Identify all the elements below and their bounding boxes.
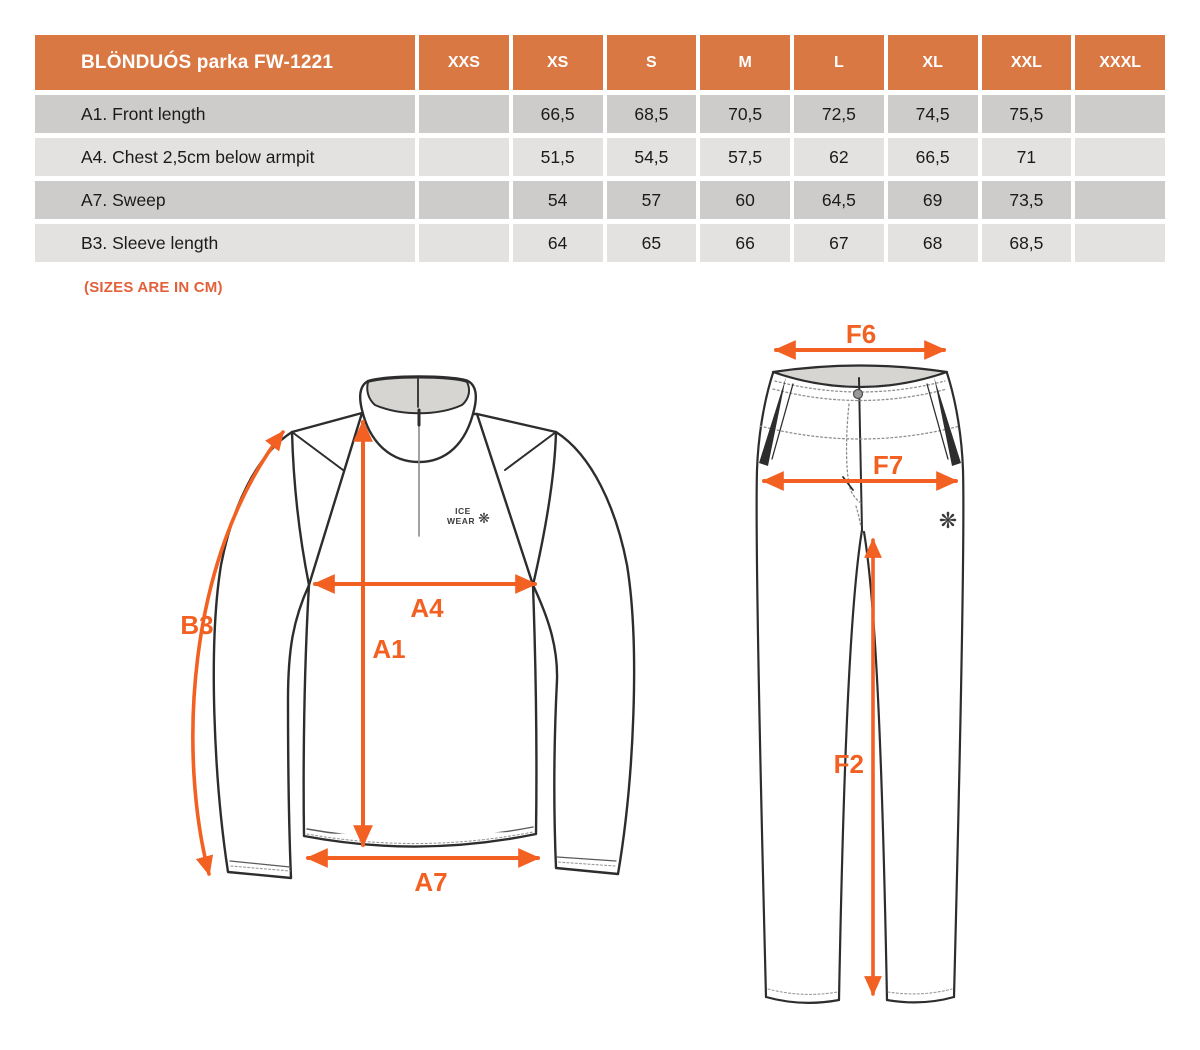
cell-value: 67: [794, 224, 884, 262]
cell-value: 72,5: [794, 95, 884, 133]
pants-button: [854, 390, 863, 399]
pants-fly-stitch-lower: [856, 506, 861, 527]
cell-value: 66: [700, 224, 790, 262]
measurement-diagram: [0, 310, 1200, 1050]
cell-value: 73,5: [982, 181, 1072, 219]
cell-value: 68,5: [607, 95, 697, 133]
f7-label: F7: [872, 450, 904, 480]
cell-value: [419, 95, 509, 133]
cell-value: 51,5: [513, 138, 603, 176]
sizes-note: (SIZES ARE IN CM): [84, 279, 223, 296]
size-col-l: L: [794, 35, 884, 90]
pants-left-hem: [766, 997, 839, 1003]
size-col-xs: XS: [513, 35, 603, 90]
pants-right-hem: [887, 997, 954, 1002]
row-label-sweep: A7. Sweep: [35, 181, 415, 219]
cell-value: [1075, 95, 1165, 133]
jacket-right-sleeve: [533, 432, 634, 874]
size-col-xxs: XXS: [419, 35, 509, 90]
size-col-xxl: XXL: [982, 35, 1072, 90]
size-col-xxxl: XXXL: [1075, 35, 1165, 90]
size-col-s: S: [607, 35, 697, 90]
cell-value: 64: [513, 224, 603, 262]
jacket-drawing: [214, 377, 634, 879]
cell-value: 57,5: [700, 138, 790, 176]
cell-value: 69: [888, 181, 978, 219]
cell-value: [419, 224, 509, 262]
cell-value: 60: [700, 181, 790, 219]
a4-label: A4: [410, 593, 444, 623]
cell-value: 75,5: [982, 95, 1072, 133]
jacket-body: [304, 413, 537, 847]
cell-value: 64,5: [794, 181, 884, 219]
cell-value: [1075, 138, 1165, 176]
table-title: BLÖNDUÓS parka FW-1221: [35, 35, 415, 90]
cell-value: 68,5: [982, 224, 1072, 262]
row-label-chest: A4. Chest 2,5cm below armpit: [35, 138, 415, 176]
cell-value: 66,5: [888, 138, 978, 176]
cell-value: 66,5: [513, 95, 603, 133]
f6-label: F6: [845, 319, 877, 349]
cell-value: [1075, 224, 1165, 262]
pants-left-outseam: [757, 373, 773, 997]
cell-value: 70,5: [700, 95, 790, 133]
row-label-sleeve-length: B3. Sleeve length: [35, 224, 415, 262]
icewear-logo-snowflake-icon: ❋: [478, 510, 490, 526]
f2-label: F2: [833, 749, 864, 779]
jacket-right-yoke-seam: [505, 432, 556, 470]
cell-value: [419, 181, 509, 219]
icewear-logo-line1: ICE: [455, 506, 471, 516]
cell-value: 68: [888, 224, 978, 262]
cell-value: [1075, 181, 1165, 219]
b3-label: B3: [180, 610, 214, 640]
pants-right-inseam: [864, 532, 887, 1000]
pants-snowflake-icon: ❋: [938, 508, 958, 533]
cell-value: 54,5: [607, 138, 697, 176]
jacket-left-yoke-seam: [292, 432, 343, 470]
jacket-left-sleeve: [214, 432, 309, 878]
cell-value: 57: [607, 181, 697, 219]
pants-left-hem-stitch: [768, 989, 838, 994]
row-label-front-length: A1. Front length: [35, 95, 415, 133]
cell-value: 62: [794, 138, 884, 176]
jacket-right-shoulder-seam: [477, 414, 556, 432]
pants-right-hem-stitch: [888, 989, 952, 994]
cell-value: 54: [513, 181, 603, 219]
jacket-left-shoulder-seam: [292, 413, 362, 432]
cell-value: 65: [607, 224, 697, 262]
cell-value: 71: [982, 138, 1072, 176]
icewear-logo-line2: WEAR: [447, 516, 475, 526]
cell-value: [419, 138, 509, 176]
pants-right-outseam: [947, 373, 963, 997]
a7-label: A7: [414, 867, 448, 897]
size-col-xl: XL: [888, 35, 978, 90]
a1-label: A1: [372, 634, 406, 664]
pants-drawing: [757, 366, 964, 1003]
size-col-m: M: [700, 35, 790, 90]
cell-value: 74,5: [888, 95, 978, 133]
size-table: [35, 35, 1165, 262]
